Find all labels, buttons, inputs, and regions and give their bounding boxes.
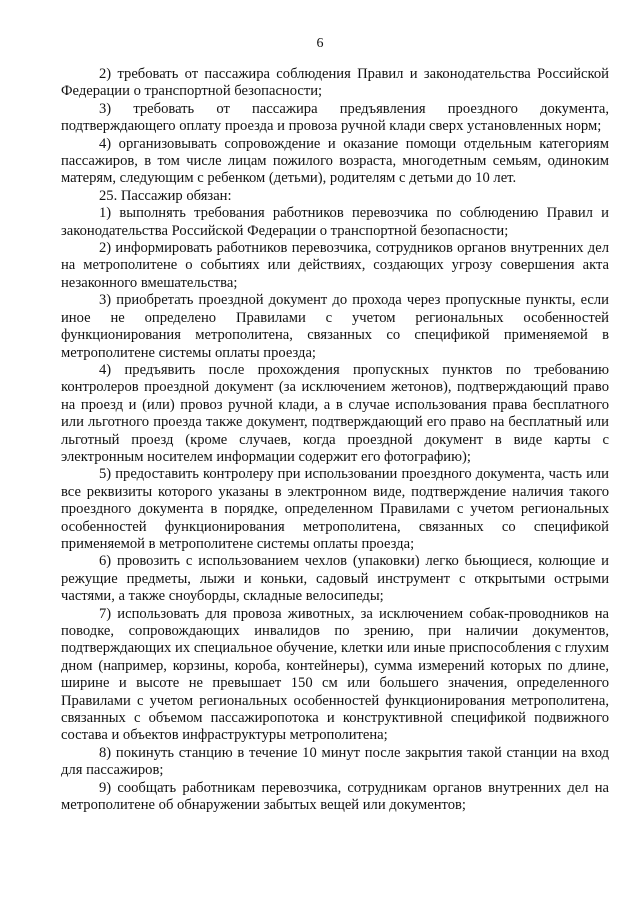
paragraph-passenger-duty-5: 5) предоставить контролеру при использовании проездного документа, часть или все реквизиты которого указаны в электронном виде, подтверждение наличия такого проездного документа в порядке, определенном Правилами с учетом региональных особенностей функционирования метрополитена, связанных со спецификой применяемой в метрополитене системы оплаты проезда; [61, 466, 609, 552]
paragraph-passenger-duty-1: 1) выполнять требования работников перевозчика по соблюдению Правил и законодательства Российской Федерации о транспортной безопасности; [61, 205, 609, 239]
paragraph-passenger-duty-6: 6) провозить с использованием чехлов (упаковки) легко бьющиеся, колющие и режущие предметы, лыжи и коньки, садовый инструмент с открытыми острыми частями, а также сноуборды, складные велосипеды; [61, 553, 609, 605]
paragraph-passenger-duty-7: 7) использовать для провоза животных, за исключением собак-проводников на поводке, сопровождающих инвалидов по зрению, при наличии документов, подтверждающих их специальное обучение, клетки или иные приспособления с глухим дном (например, корзины, короба, контейнеры), сумма измерений которых по длине, ширине и высоте не превышает 150 см или большего значения, определенного Правилами с учетом региональных особенностей функционирования метрополитена, связанных с объемом пассажиропотока и конструктивной спецификой подвижного состава и объектов инфраструктуры метрополитена; [61, 605, 609, 744]
paragraph-passenger-duty-9: 9) сообщать работникам перевозчика, сотрудникам органов внутренних дел на метрополитене об обнаружении забытых вещей или документов; [61, 779, 609, 814]
paragraph-passenger-duty-2: 2) информировать работников перевозчика, сотрудников органов внутренних дел на метрополитене о событиях или действиях, создающих угрозу совершения акта незаконного вмешательства; [61, 240, 609, 291]
paragraph-carrier-right-3: 3) требовать от пассажира предъявления проездного документа, подтверждающего оплату проезда и провоза ручной клади сверх установленных норм; [61, 100, 609, 135]
paragraph-carrier-right-4: 4) организовывать сопровождение и оказание помощи отдельным категориям пассажиров, в том числе лицам пожилого возраста, многодетным семьям, одиноким матерям, следующим с ребенком (детьми), родителям с детьми до 10 лет. [61, 135, 609, 187]
document-body [61, 66, 609, 814]
paragraph-passenger-duty-8: 8) покинуть станцию в течение 10 минут после закрытия такой станции на вход для пассажиров; [61, 744, 609, 779]
paragraph-passenger-duty-4: 4) предъявить после прохождения пропускных пунктов по требованию контролеров проездной документ (за исключением жетонов), подтверждающий право на проезд и (или) провоз ручной клади, а в случае использования права бесплатного или льготного проезда также документ, подтверждающий его право на бесплатный или льготный проезд (кроме случаев, когда проездной документ в виде карты с электронным носителем информации содержит его фотографию); [61, 361, 609, 465]
page-number: 6 [316, 36, 324, 51]
paragraph-passenger-duty-3: 3) приобретать проездной документ до прохода через пропускные пункты, если иное не определено Правилами с учетом региональных особенностей функционирования метрополитена, связанных со спецификой применяемой в метрополитене системы оплаты проезда; [61, 292, 609, 361]
paragraph-carrier-right-2: 2) требовать от пассажира соблюдения Правил и законодательства Российской Федерации о транспортной безопасности; [61, 66, 609, 100]
section-heading-25: 25. Пассажир обязан: [99, 187, 232, 204]
